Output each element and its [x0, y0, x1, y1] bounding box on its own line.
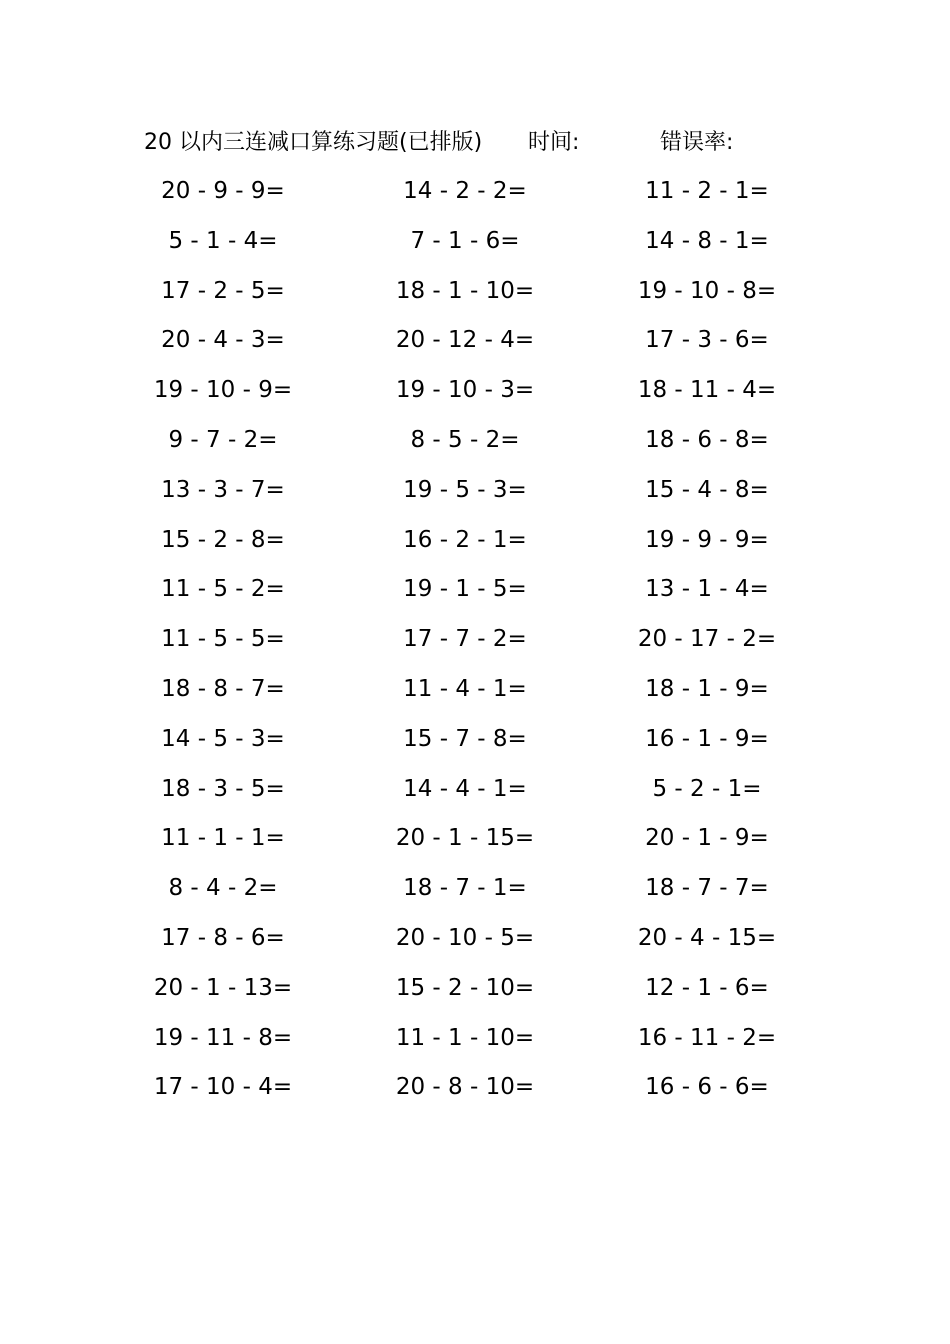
problem-item: 15 - 7 - 8= [403, 725, 527, 752]
problem-item: 16 - 2 - 1= [403, 526, 527, 553]
time-label: 时间: [528, 130, 580, 155]
problem-item: 19 - 10 - 3= [395, 377, 535, 404]
problem-row [0, 515, 950, 565]
problem-item: 8 - 5 - 2= [410, 426, 520, 453]
problem-item: 19 - 11 - 8= [153, 1024, 293, 1051]
problem-item: 20 - 4 - 3= [161, 327, 285, 354]
problem-item: 12 - 1 - 6= [645, 974, 769, 1001]
problem-item: 16 - 6 - 6= [645, 1074, 769, 1101]
problem-item: 20 - 1 - 15= [395, 825, 535, 852]
problem-item: 20 - 8 - 10= [395, 1074, 535, 1101]
problem-item: 17 - 2 - 5= [161, 277, 285, 304]
problem-row [0, 813, 950, 863]
problem-item: 5 - 2 - 1= [652, 775, 762, 802]
problem-item: 8 - 4 - 2= [168, 875, 278, 902]
problem-item: 19 - 9 - 9= [645, 526, 769, 553]
problem-item: 11 - 1 - 10= [395, 1024, 535, 1051]
error-rate-label: 错误率: [660, 130, 734, 155]
problem-item: 11 - 2 - 1= [645, 178, 769, 204]
problem-item: 14 - 8 - 1= [645, 227, 769, 254]
problem-row [0, 166, 950, 216]
problem-item: 20 - 9 - 9= [161, 178, 285, 204]
problem-row [0, 963, 950, 1013]
problem-row [0, 216, 950, 266]
problem-row [0, 564, 950, 614]
problem-grid [0, 166, 950, 1112]
problem-row [0, 764, 950, 814]
problem-row [0, 863, 950, 913]
problem-item: 18 - 6 - 8= [645, 426, 769, 453]
problem-item: 18 - 7 - 7= [645, 875, 769, 902]
problem-item: 20 - 10 - 5= [395, 924, 535, 951]
problem-item: 20 - 17 - 2= [637, 626, 777, 653]
problem-item: 11 - 4 - 1= [403, 675, 527, 702]
problem-item: 17 - 3 - 6= [645, 327, 769, 354]
problem-item: 17 - 8 - 6= [161, 924, 285, 951]
problem-item: 17 - 10 - 4= [153, 1074, 293, 1101]
problem-item: 15 - 4 - 8= [645, 476, 769, 503]
problem-row [0, 1062, 950, 1112]
problem-row [0, 1013, 950, 1063]
problem-item: 15 - 2 - 8= [161, 526, 285, 553]
problem-item: 13 - 3 - 7= [161, 476, 285, 503]
problem-row [0, 266, 950, 316]
problem-row [0, 465, 950, 515]
problem-row [0, 315, 950, 365]
problem-item: 20 - 1 - 9= [645, 825, 769, 852]
worksheet-header [0, 126, 950, 160]
problem-row [0, 614, 950, 664]
problem-item: 15 - 2 - 10= [395, 974, 535, 1001]
problem-item: 19 - 10 - 9= [153, 377, 293, 404]
problem-item: 18 - 3 - 5= [161, 775, 285, 802]
problem-item: 18 - 8 - 7= [161, 675, 285, 702]
problem-item: 14 - 4 - 1= [403, 775, 527, 802]
problem-item: 18 - 11 - 4= [637, 377, 777, 404]
problem-item: 9 - 7 - 2= [168, 426, 278, 453]
problem-item: 14 - 2 - 2= [403, 178, 527, 204]
problem-row [0, 913, 950, 963]
problem-item: 16 - 1 - 9= [645, 725, 769, 752]
problem-item: 14 - 5 - 3= [161, 725, 285, 752]
problem-item: 11 - 1 - 1= [161, 825, 285, 852]
problem-item: 7 - 1 - 6= [410, 227, 520, 254]
problem-item: 20 - 1 - 13= [153, 974, 293, 1001]
problem-item: 17 - 7 - 2= [403, 626, 527, 653]
problem-item: 16 - 11 - 2= [637, 1024, 777, 1051]
problem-item: 19 - 10 - 8= [637, 277, 777, 304]
problem-row [0, 664, 950, 714]
problem-row [0, 415, 950, 465]
problem-row [0, 365, 950, 415]
problem-item: 18 - 7 - 1= [403, 875, 527, 902]
problem-item: 11 - 5 - 2= [161, 576, 285, 603]
problem-item: 20 - 4 - 15= [637, 924, 777, 951]
problem-item: 11 - 5 - 5= [161, 626, 285, 653]
problem-item: 20 - 12 - 4= [395, 327, 535, 354]
problem-item: 18 - 1 - 10= [395, 277, 535, 304]
problem-item: 13 - 1 - 4= [645, 576, 769, 603]
problem-item: 18 - 1 - 9= [645, 675, 769, 702]
problem-item: 19 - 5 - 3= [403, 476, 527, 503]
problem-item: 19 - 1 - 5= [403, 576, 527, 603]
worksheet-title: 20 以内三连减口算练习题(已排版) [144, 130, 483, 155]
problem-row [0, 714, 950, 764]
problem-item: 5 - 1 - 4= [168, 227, 278, 254]
